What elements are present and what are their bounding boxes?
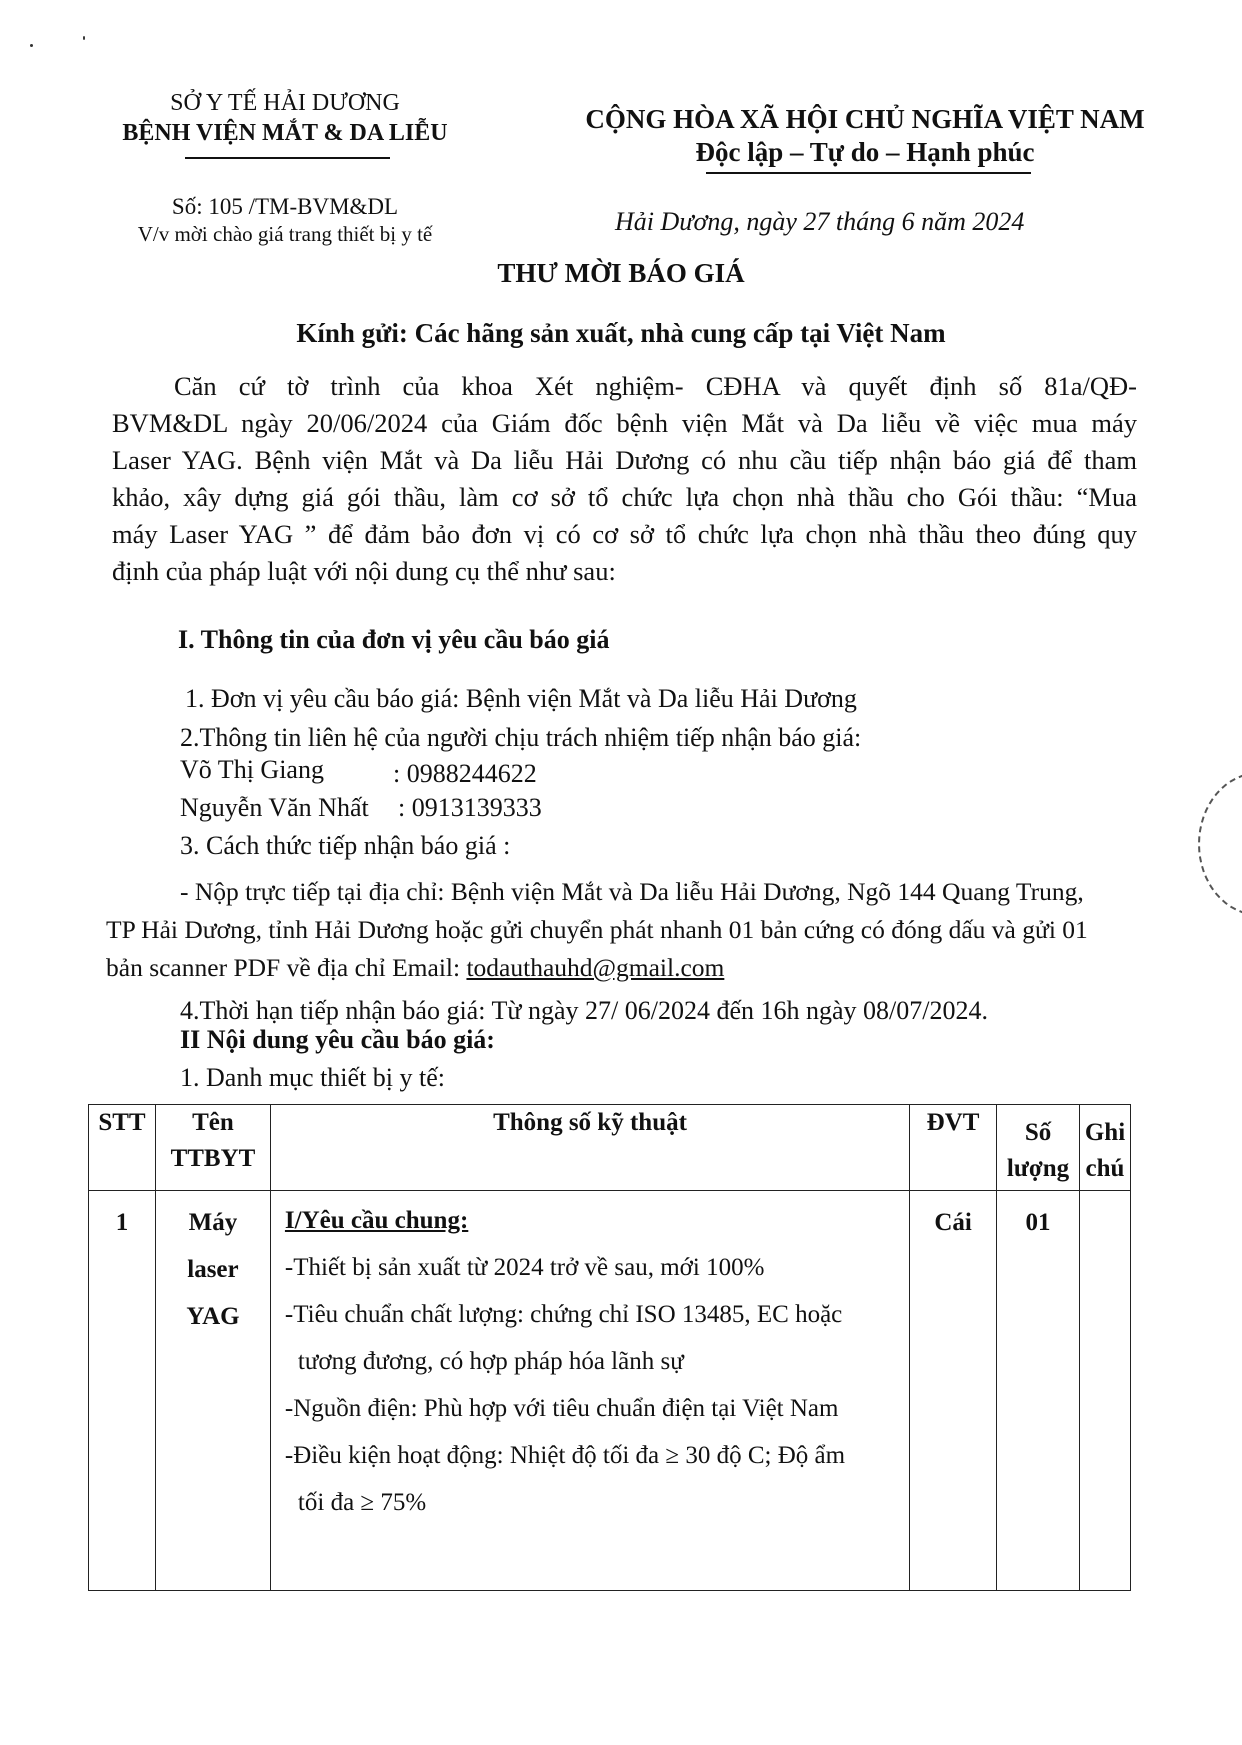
section1-item1: 1. Đơn vị yêu cầu báo giá: Bệnh viện Mắt và Da liễu Hải Dương bbox=[185, 684, 857, 713]
intro-line: BVM&DL ngày 20/06/2024 của Giám đốc bệnh viện Mắt và Da liễu về việc mua máy bbox=[112, 408, 1137, 438]
section2-heading: II Nội dung yêu cầu báo giá: bbox=[180, 1025, 495, 1054]
row-note bbox=[1080, 1191, 1131, 1591]
spec-line: -Điều kiện hoạt động: Nhiệt độ tối đa ≥ 30 độ C; Độ ẩm bbox=[284, 1442, 846, 1469]
document-number: Số: 105 /TM-BVM&DL bbox=[171, 194, 399, 219]
national-motto: Độc lập – Tự do – Hạnh phúc bbox=[695, 137, 1035, 167]
intro-line: Laser YAG. Bệnh viện Mắt và Da liễu Hải Dương có nhu cầu tiếp nhận báo giá để tham bbox=[112, 445, 1137, 475]
place-and-date: Hải Dương, ngày 27 tháng 6 năm 2024 bbox=[615, 207, 1025, 236]
hospital-name: BỆNH VIỆN MẮT & DA LIỄU bbox=[122, 120, 448, 146]
recipient-line: Kính gửi: Các hãng sản xuất, nhà cung cấp tại Việt Nam bbox=[296, 318, 946, 348]
email-link[interactable]: todauthauhd@gmail.com bbox=[466, 953, 725, 982]
row-stt: 1 bbox=[89, 1191, 156, 1591]
header-qty: Số lượng bbox=[997, 1105, 1080, 1191]
intro-paragraph bbox=[112, 368, 1137, 590]
section1-item2: 2.Thông tin liên hệ của người chịu trách nhiệm tiếp nhận báo giá: bbox=[180, 723, 862, 752]
row-qty: 01 bbox=[997, 1191, 1080, 1591]
national-title: CỘNG HÒA XÃ HỘI CHỦ NGHĨA VIỆT NAM bbox=[585, 104, 1145, 134]
row-name: Máy laser YAG bbox=[155, 1191, 270, 1591]
header-stt: STT bbox=[89, 1105, 156, 1191]
row-spec bbox=[270, 1191, 909, 1591]
intro-line: máy Laser YAG ” để đảm bảo đơn vị có cơ sở tổ chức lựa chọn nhà thầu theo đúng quy bbox=[112, 519, 1137, 549]
section1-item3-line2: TP Hải Dương, tỉnh Hải Dương hoặc gửi chuyển phát nhanh 01 bản cứng có đóng dấu và gửi 01 bbox=[106, 915, 1088, 944]
section2-item1: 1. Danh mục thiết bị y tế: bbox=[180, 1063, 446, 1092]
motto-underline bbox=[706, 172, 1031, 174]
header-unit: ĐVT bbox=[910, 1105, 997, 1191]
email-label: bản scanner PDF về địa chỉ Email: bbox=[106, 953, 467, 982]
scan-speck bbox=[83, 36, 85, 40]
spec-line: -Thiết bị sản xuất từ 2024 trở về sau, mới 100% bbox=[284, 1254, 765, 1281]
row-unit: Cái bbox=[910, 1191, 997, 1591]
contact2-name: Nguyễn Văn Nhất bbox=[180, 793, 369, 822]
contact1-phone: : 0988244622 bbox=[393, 759, 537, 788]
intro-line: khảo, xây dựng giá gói thầu, làm cơ sở tổ chức lựa chọn nhà thầu cho Gói thầu: “Mua bbox=[112, 482, 1137, 512]
contact2-phone: : 0913139333 bbox=[398, 793, 542, 822]
spec-title: I/Yêu cầu chung: bbox=[284, 1207, 469, 1234]
table-header-row bbox=[89, 1105, 1131, 1191]
header-spec: Thông số kỹ thuật bbox=[270, 1105, 909, 1191]
header-name: Tên TTBYT bbox=[155, 1105, 270, 1191]
section1-item4: 4.Thời hạn tiếp nhận báo giá: Từ ngày 27/ 06/2024 đến 16h ngày 08/07/2024. bbox=[180, 996, 988, 1025]
equipment-table bbox=[88, 1104, 1131, 1591]
scan-speck bbox=[30, 44, 33, 47]
official-stamp bbox=[1198, 772, 1242, 916]
hospital-name-underline bbox=[185, 157, 390, 159]
section1-item3-line3 bbox=[106, 950, 724, 986]
intro-line: định của pháp luật với nội dung cụ thể như sau: bbox=[112, 556, 616, 586]
document-subject: V/v mời chào giá trang thiết bị y tế bbox=[137, 222, 433, 246]
page-title: THƯ MỜI BÁO GIÁ bbox=[497, 258, 745, 288]
agency-name: SỞ Y TẾ HẢI DƯƠNG bbox=[170, 90, 400, 116]
header-note: Ghi chú bbox=[1080, 1105, 1131, 1191]
spec-line: tương đương, có hợp pháp hóa lãnh sự bbox=[297, 1348, 684, 1375]
spec-line: -Nguồn điện: Phù hợp với tiêu chuẩn điện tại Việt Nam bbox=[284, 1395, 839, 1422]
spec-line: -Tiêu chuẩn chất lượng: chứng chỉ ISO 13485, EC hoặc bbox=[284, 1301, 843, 1328]
section1-item3-line1: - Nộp trực tiếp tại địa chỉ: Bệnh viện Mắt và Da liễu Hải Dương, Ngõ 144 Quang Trung, bbox=[180, 877, 1084, 906]
table-row bbox=[89, 1191, 1131, 1591]
contact1-name: Võ Thị Giang bbox=[180, 755, 324, 784]
spec-line: tối đa ≥ 75% bbox=[297, 1489, 427, 1516]
section1-item3: 3. Cách thức tiếp nhận báo giá : bbox=[180, 831, 511, 860]
intro-line: Căn cứ tờ trình của khoa Xét nghiệm- CĐHA và quyết định số 81a/QĐ- bbox=[174, 371, 1137, 401]
section1-heading: I. Thông tin của đơn vị yêu cầu báo giá bbox=[178, 625, 610, 654]
